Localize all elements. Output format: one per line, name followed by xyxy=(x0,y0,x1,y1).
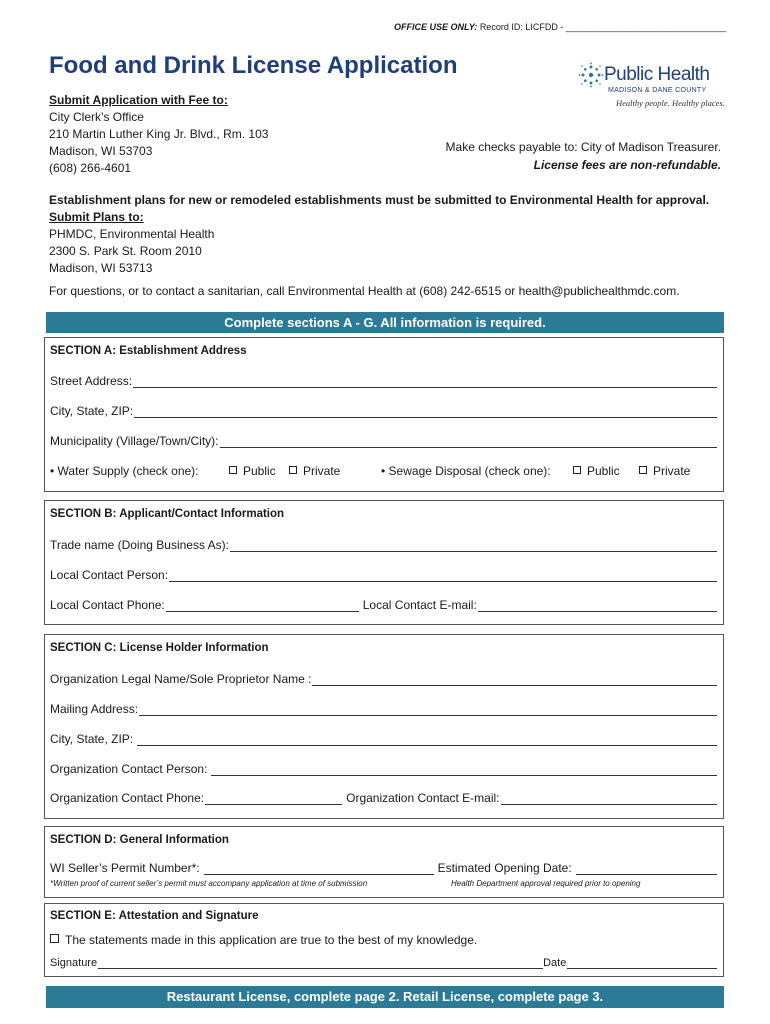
payment-info xyxy=(446,138,721,174)
logo-subtitle: MADISON & DANE COUNTY xyxy=(608,87,707,94)
water-supply-row xyxy=(50,464,199,478)
checkbox-icon[interactable] xyxy=(639,466,647,474)
logo-tagline: Healthy people. Healthy places. xyxy=(616,98,725,108)
signature-label: Signature xyxy=(50,957,98,969)
sellers-permit-blank[interactable] xyxy=(204,862,434,875)
checkbox-icon[interactable] xyxy=(289,466,297,474)
water-private-label: Private xyxy=(303,464,341,478)
section-d-title: SECTION D: General Information xyxy=(50,834,229,846)
org-contact-phone-blank[interactable] xyxy=(205,792,342,805)
plans-notice: Establishment plans for new or remodeled establishments must be submitted to Environmental Health for approval. xyxy=(49,193,710,207)
opening-date-label: Estimated Opening Date: xyxy=(437,861,572,875)
section-b-title: SECTION B: Applicant/Contact Information xyxy=(50,508,285,520)
local-contact-person-label: Local Contact Person: xyxy=(50,568,169,582)
plans-heading: Submit Plans to: xyxy=(49,210,144,224)
trade-name-blank[interactable] xyxy=(230,539,717,552)
submit-line: City Clerk’s Office xyxy=(49,110,144,124)
org-city-state-zip-label: City, State, ZIP: xyxy=(50,732,134,746)
water-public-label: Public xyxy=(243,464,276,478)
local-contact-phone-label: Local Contact Phone: xyxy=(50,598,165,612)
local-contact-email-blank[interactable] xyxy=(478,599,717,612)
org-legal-name-label: Organization Legal Name/Sole Proprietor Name : xyxy=(50,672,312,686)
org-contact-email-blank[interactable] xyxy=(501,792,717,805)
section-b xyxy=(44,500,724,625)
city-state-zip-blank[interactable] xyxy=(134,405,717,418)
org-legal-name-field[interactable] xyxy=(50,672,717,686)
water-public-option[interactable] xyxy=(229,464,276,478)
section-a-title: SECTION A: Establishment Address xyxy=(50,345,247,357)
sellers-permit-label: WI Seller’s Permit Number*: xyxy=(50,861,200,875)
signature-row xyxy=(50,956,717,969)
section-a xyxy=(44,337,724,492)
starburst-icon xyxy=(578,62,604,88)
water-supply-label: Water Supply (check one): xyxy=(57,464,199,478)
section-c-title: SECTION C: License Holder Information xyxy=(50,642,269,654)
local-contact-person-field[interactable] xyxy=(50,568,717,582)
municipality-blank[interactable] xyxy=(220,435,717,448)
attestation-statement: The statements made in this application are true to the best of my knowledge. xyxy=(65,933,478,947)
local-contact-row xyxy=(50,598,717,612)
mailing-address-field[interactable] xyxy=(50,702,717,716)
sewage-public-option[interactable] xyxy=(573,464,620,478)
checkbox-icon[interactable] xyxy=(573,466,581,474)
attestation-option[interactable] xyxy=(50,933,477,947)
local-contact-phone-blank[interactable] xyxy=(166,599,359,612)
submit-line: 210 Martin Luther King Jr. Blvd., Rm. 103 xyxy=(49,127,269,141)
sewage-public-label: Public xyxy=(587,464,620,478)
submit-heading: Submit Application with Fee to: xyxy=(49,93,228,107)
org-contact-person-field[interactable] xyxy=(50,762,717,776)
opening-date-blank[interactable] xyxy=(576,862,717,875)
org-city-state-zip-blank[interactable] xyxy=(137,733,717,746)
opening-date-note: Health Department approval required prior to opening xyxy=(451,879,641,888)
trade-name-field[interactable] xyxy=(50,538,717,552)
section-e xyxy=(44,903,724,977)
water-private-option[interactable] xyxy=(289,464,340,478)
record-id: Record ID: LICFDD - ________________________________ xyxy=(479,22,726,32)
mailing-address-label: Mailing Address: xyxy=(50,702,139,716)
office-use-label: OFFICE USE ONLY: xyxy=(393,22,478,32)
local-contact-person-blank[interactable] xyxy=(169,569,717,582)
sewage-disposal-label: Sewage Disposal (check one): xyxy=(388,464,551,478)
date-label: Date xyxy=(543,957,567,969)
general-info-row xyxy=(50,861,717,875)
bullet-icon: • xyxy=(50,464,55,478)
page-title: Food and Drink License Application xyxy=(49,52,458,79)
section-e-title: SECTION E: Attestation and Signature xyxy=(50,910,259,922)
sewage-disposal-row xyxy=(381,464,551,478)
section-d xyxy=(44,826,724,898)
bullet-icon: • xyxy=(381,464,386,478)
sewage-private-option[interactable] xyxy=(639,464,690,478)
municipality-field[interactable] xyxy=(50,434,717,448)
city-state-zip-label: City, State, ZIP: xyxy=(50,404,134,418)
submit-line: (608) 266-4601 xyxy=(49,161,132,175)
questions-contact: For questions, or to contact a sanitarian, call Environmental Health at (608) 242-6515 or health@publichealthmdc.com. xyxy=(49,284,680,298)
org-contact-person-label: Organization Contact Person: xyxy=(50,762,208,776)
org-legal-name-blank[interactable] xyxy=(312,673,717,686)
instructions-banner: Complete sections A - G. All information is required. xyxy=(46,312,724,333)
trade-name-label: Trade name (Doing Business As): xyxy=(50,538,229,552)
fees-nonrefundable: License fees are non-refundable. xyxy=(533,158,721,172)
plans-line: Madison, WI 53713 xyxy=(49,261,153,275)
city-state-zip-field[interactable] xyxy=(50,404,717,418)
logo-name: Public Health xyxy=(604,64,710,85)
street-address-blank[interactable] xyxy=(133,375,717,388)
office-use-only xyxy=(394,22,726,32)
org-contact-email-label: Organization Contact E-mail: xyxy=(346,791,500,805)
org-contact-person-blank[interactable] xyxy=(211,763,717,776)
local-contact-email-label: Local Contact E-mail: xyxy=(362,598,477,612)
sellers-permit-note: *Written proof of current seller’s permit must accompany application at time of submission xyxy=(50,879,368,888)
checks-payable: Make checks payable to: City of Madison Treasurer. xyxy=(445,140,721,154)
submit-address-block xyxy=(49,92,268,177)
plans-line: PHMDC, Environmental Health xyxy=(49,227,215,241)
signature-blank[interactable] xyxy=(98,956,543,969)
org-contact-phone-label: Organization Contact Phone: xyxy=(50,791,205,805)
org-city-state-zip-field[interactable] xyxy=(50,732,717,746)
date-blank[interactable] xyxy=(567,956,717,969)
mailing-address-blank[interactable] xyxy=(139,703,717,716)
street-address-label: Street Address: xyxy=(50,374,133,388)
sewage-private-label: Private xyxy=(653,464,691,478)
street-address-field[interactable] xyxy=(50,374,717,388)
next-steps-banner: Restaurant License, complete page 2. Retail License, complete page 3. xyxy=(46,986,724,1008)
section-c xyxy=(44,634,724,819)
org-contact-row xyxy=(50,791,717,805)
municipality-label: Municipality (Village/Town/City): xyxy=(50,434,219,448)
plans-line: 2300 S. Park St. Room 2010 xyxy=(49,244,202,258)
checkbox-icon[interactable] xyxy=(50,934,59,943)
public-health-logo xyxy=(578,60,728,116)
submit-line: Madison, WI 53703 xyxy=(49,144,153,158)
plans-block xyxy=(49,192,709,277)
checkbox-icon[interactable] xyxy=(229,466,237,474)
